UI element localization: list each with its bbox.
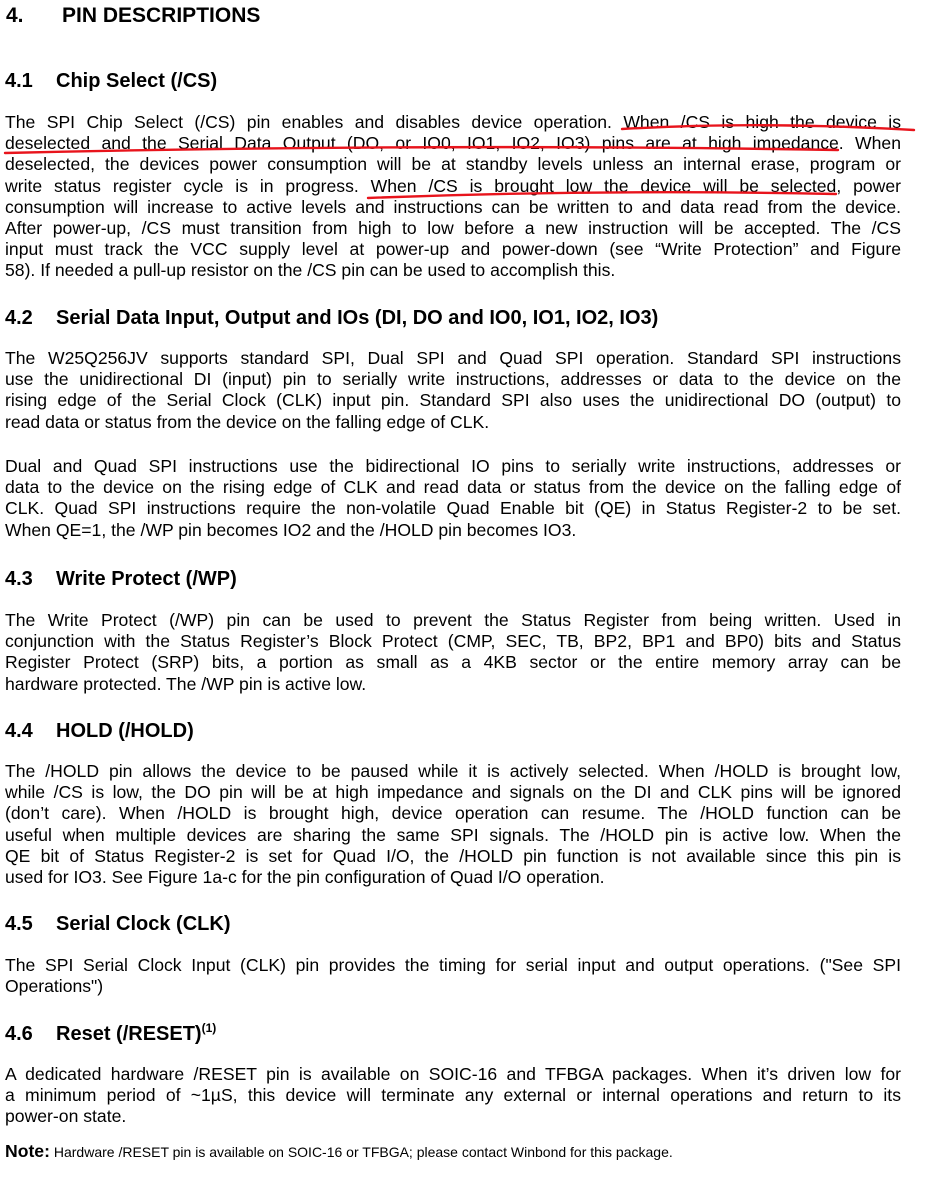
section-heading	[6, 4, 260, 28]
heading-title: HOLD (/HOLD)	[56, 720, 194, 742]
text-line: When QE=1, the /WP pin becomes IO2 and the /HOLD pin becomes IO3.	[5, 519, 577, 540]
text-line: Operations")	[5, 976, 104, 997]
text-line: CLK. Quad SPI instructions require the non-volatile Quad Enable bit (QE) in Status Register-2 to be set.	[5, 498, 901, 519]
heading-4-2	[5, 307, 658, 330]
paragraph-serial-clock	[5, 955, 901, 997]
heading-4-6	[5, 1021, 216, 1046]
section-title: PIN DESCRIPTIONS	[62, 4, 261, 27]
heading-title: Serial Clock (CLK)	[56, 913, 231, 935]
heading-number: 4.3	[5, 568, 33, 590]
text-line: hardware protected. The /WP pin is active low.	[5, 673, 367, 694]
text-line: The Write Protect (/WP) pin can be used to prevent the Status Register from being written. Used in	[5, 610, 901, 630]
paragraph-hold	[5, 761, 901, 888]
heading-4-4	[5, 720, 194, 743]
text-line: 58). If needed a pull-up resistor on the /CS pin can be used to accomplish this.	[5, 260, 616, 281]
text-line: consumption will increase to active levels and instructions can be written to and data read from the device.	[5, 196, 901, 217]
text-line: QE bit of Status Register-2 is set for Quad I/O, the /HOLD pin function is not available since this pin is	[5, 845, 901, 866]
text-line: read data or status from the device on the falling edge of CLK.	[5, 411, 490, 432]
note-text: Hardware /RESET pin is available on SOIC-16 or TFBGA; please contact Winbond for this package.	[53, 1144, 673, 1160]
text-line: A dedicated hardware /RESET pin is available on SOIC-16 and TFBGA packages. When it’s driven low for	[5, 1064, 901, 1084]
text-line: deselected and the Serial Data Output (DO, or IO0, IO1, IO2, IO3) pins are at high impedance. When	[5, 133, 901, 154]
paragraph-serial-io-2	[5, 456, 901, 541]
heading-4-3	[5, 568, 237, 591]
footnote	[5, 1141, 673, 1162]
text-line: rising edge of the Serial Clock (CLK) input pin. Standard SPI also uses the unidirectional DO (output) to	[5, 390, 901, 411]
text-line: Register Protect (SRP) bits, a portion as small as a 4KB sector or the entire memory array can be	[5, 652, 901, 673]
text-line: while /CS is low, the DO pin will be at high impedance and signals on the DI and CLK pins will be ignored	[5, 782, 901, 803]
heading-4-5	[5, 913, 230, 936]
text-line: conjunction with the Status Register’s Block Protect (CMP, SEC, TB, BP2, BP1 and BP0) bits and Status	[5, 631, 901, 652]
text-line: The SPI Serial Clock Input (CLK) pin provides the timing for serial input and output operations. ("See SPI	[5, 955, 901, 975]
text-line: (don’t care). When /HOLD is brought high, device operation can resume. The /HOLD function can be	[5, 803, 901, 824]
heading-title: Write Protect (/WP)	[56, 568, 237, 590]
text-line: deselected, the devices power consumption will be at standby levels unless an internal erase, program or	[5, 154, 901, 175]
text-line: input must track the VCC supply level at power-up and power-down (see “Write Protection” and Figure	[5, 239, 901, 260]
footnote-marker: (1)	[201, 1021, 217, 1035]
heading-number: 4.1	[5, 70, 33, 92]
paragraph-reset	[5, 1064, 901, 1128]
paragraph-chip-select	[5, 112, 901, 282]
text-line: a minimum period of ~1µS, this device will terminate any external or internal operations and return to its	[5, 1085, 901, 1106]
text-line: useful when multiple devices are sharing the same SPI signals. The /HOLD pin is active low. When the	[5, 824, 901, 845]
text-line: power-on state.	[5, 1106, 127, 1127]
text-line: After power-up, /CS must transition from high to low before a new instruction will be accepted. The /CS	[5, 218, 901, 239]
section-number: 4.	[6, 4, 24, 27]
text-line: The W25Q256JV supports standard SPI, Dual SPI and Quad SPI operation. Standard SPI instructions	[5, 348, 901, 368]
note-label: Note:	[5, 1141, 50, 1161]
heading-title: Chip Select (/CS)	[56, 70, 218, 92]
heading-title: Serial Data Input, Output and IOs (DI, DO and IO0, IO1, IO2, IO3)	[56, 307, 659, 329]
heading-number: 4.4	[5, 720, 33, 742]
text-line: write status register cycle is in progress. When /CS is brought low the device will be selected, power	[5, 175, 901, 196]
heading-number: 4.5	[5, 913, 33, 935]
text-line: data to the device on the rising edge of CLK and read data or status from the device on the falling edge of	[5, 477, 901, 498]
text-line: used for IO3. See Figure 1a-c for the pin configuration of Quad I/O operation.	[5, 867, 605, 888]
text-line: use the unidirectional DI (input) pin to serially write instructions, addresses or data to the device on the	[5, 369, 901, 390]
text-line: The /HOLD pin allows the device to be paused while it is actively selected. When /HOLD is brought low,	[5, 761, 901, 781]
text-line: Dual and Quad SPI instructions use the bidirectional IO pins to serially write instructions, addresses or	[5, 456, 901, 476]
paragraph-write-protect	[5, 610, 901, 695]
heading-title: Reset (/RESET)	[56, 1023, 202, 1045]
heading-number: 4.2	[5, 307, 33, 329]
text-line: The SPI Chip Select (/CS) pin enables and disables device operation. When /CS is high the device is	[5, 112, 901, 132]
heading-4-1	[5, 70, 217, 93]
paragraph-serial-io-1	[5, 348, 901, 433]
heading-number: 4.6	[5, 1023, 33, 1045]
